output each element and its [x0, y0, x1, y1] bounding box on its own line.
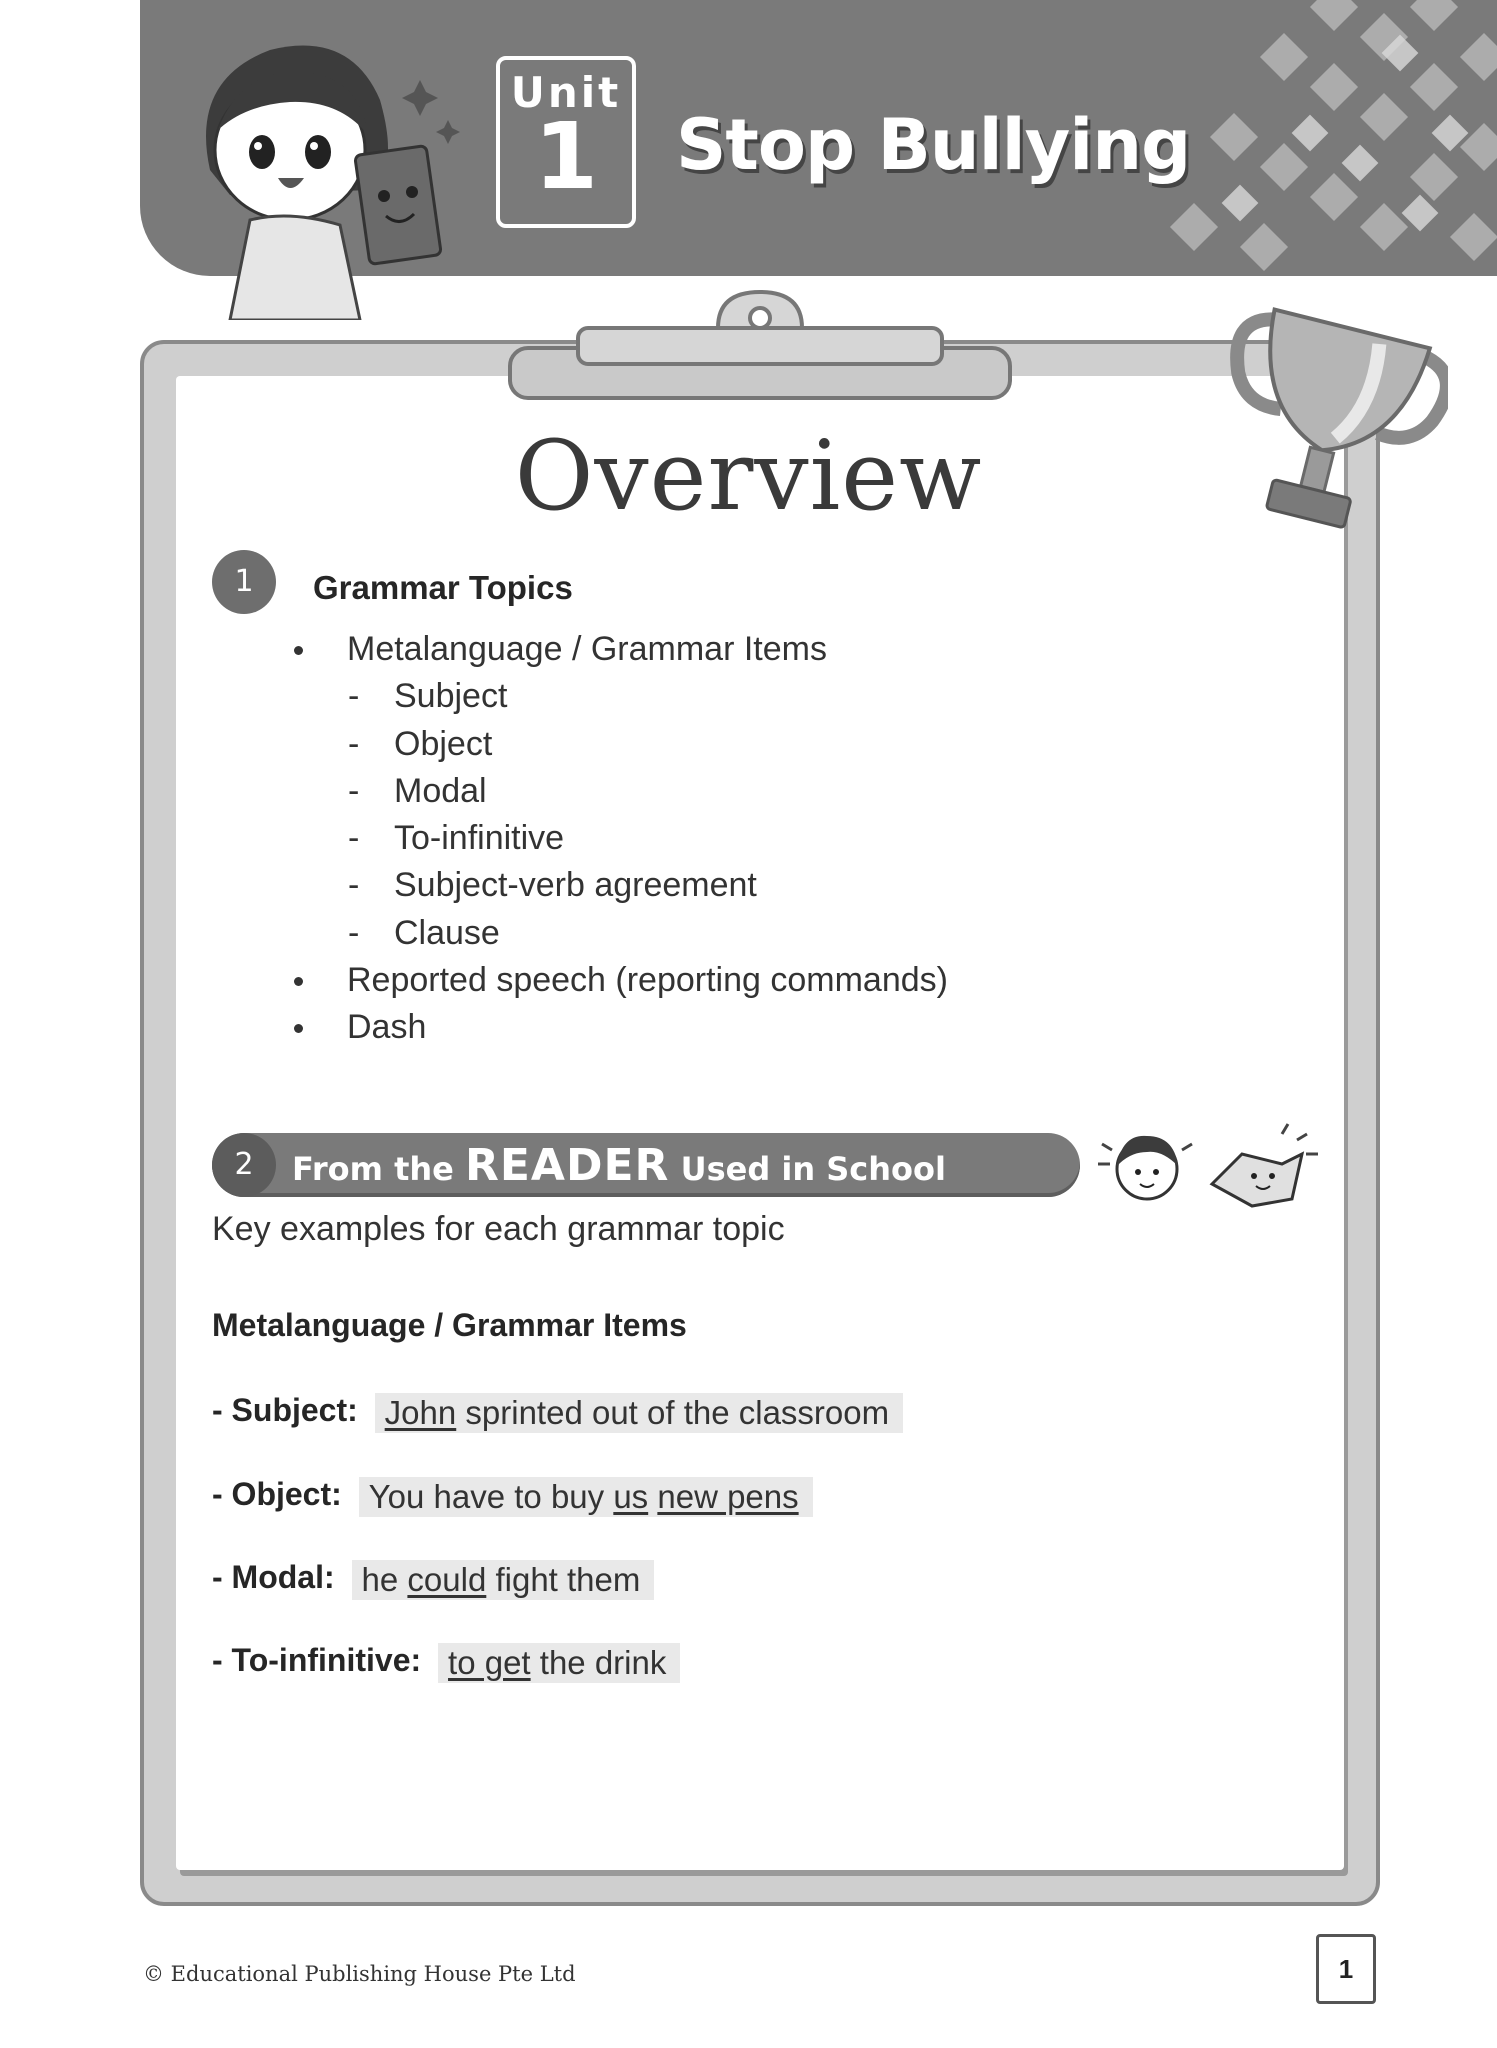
example-row-subject: - Subject: John sprinted out of the classroom	[212, 1388, 903, 1432]
example-sentence: You have to buy us new pens	[359, 1477, 813, 1517]
example-row-to-infinitive: - To-infinitive: to get the drink	[212, 1638, 680, 1682]
example-row-object: - Object: You have to buy us new pens	[212, 1472, 813, 1516]
reader-section-heading: From the READER Used in School	[292, 1140, 946, 1191]
clipboard-clip-icon	[508, 288, 1012, 400]
reader-intro-text: Key examples for each grammar topic	[212, 1210, 785, 1248]
unit-label: Unit	[510, 68, 622, 117]
unit-title: Stop Bullying	[676, 104, 1191, 186]
copyright-notice: © Educational Publishing House Pte Ltd	[143, 1962, 576, 1986]
section-number-badge: 2	[212, 1133, 276, 1197]
example-row-modal: - Modal: he could fight them	[212, 1555, 654, 1599]
example-sentence: to get the drink	[438, 1643, 680, 1683]
section-number-badge: 1	[212, 550, 276, 614]
page-number: 1	[1316, 1934, 1376, 2004]
unit-number: 1	[533, 103, 598, 210]
girl-with-book-illustration	[170, 20, 470, 320]
example-sentence: John sprinted out of the classroom	[375, 1393, 903, 1433]
kid-and-book-icon	[1092, 1114, 1324, 1214]
example-sentence: he could fight them	[352, 1560, 655, 1600]
grammar-topics-heading: Grammar Topics	[313, 569, 573, 606]
overview-title: Overview	[514, 420, 983, 532]
unit-badge	[496, 56, 636, 228]
metalanguage-heading: Metalanguage / Grammar Items	[212, 1307, 687, 1343]
